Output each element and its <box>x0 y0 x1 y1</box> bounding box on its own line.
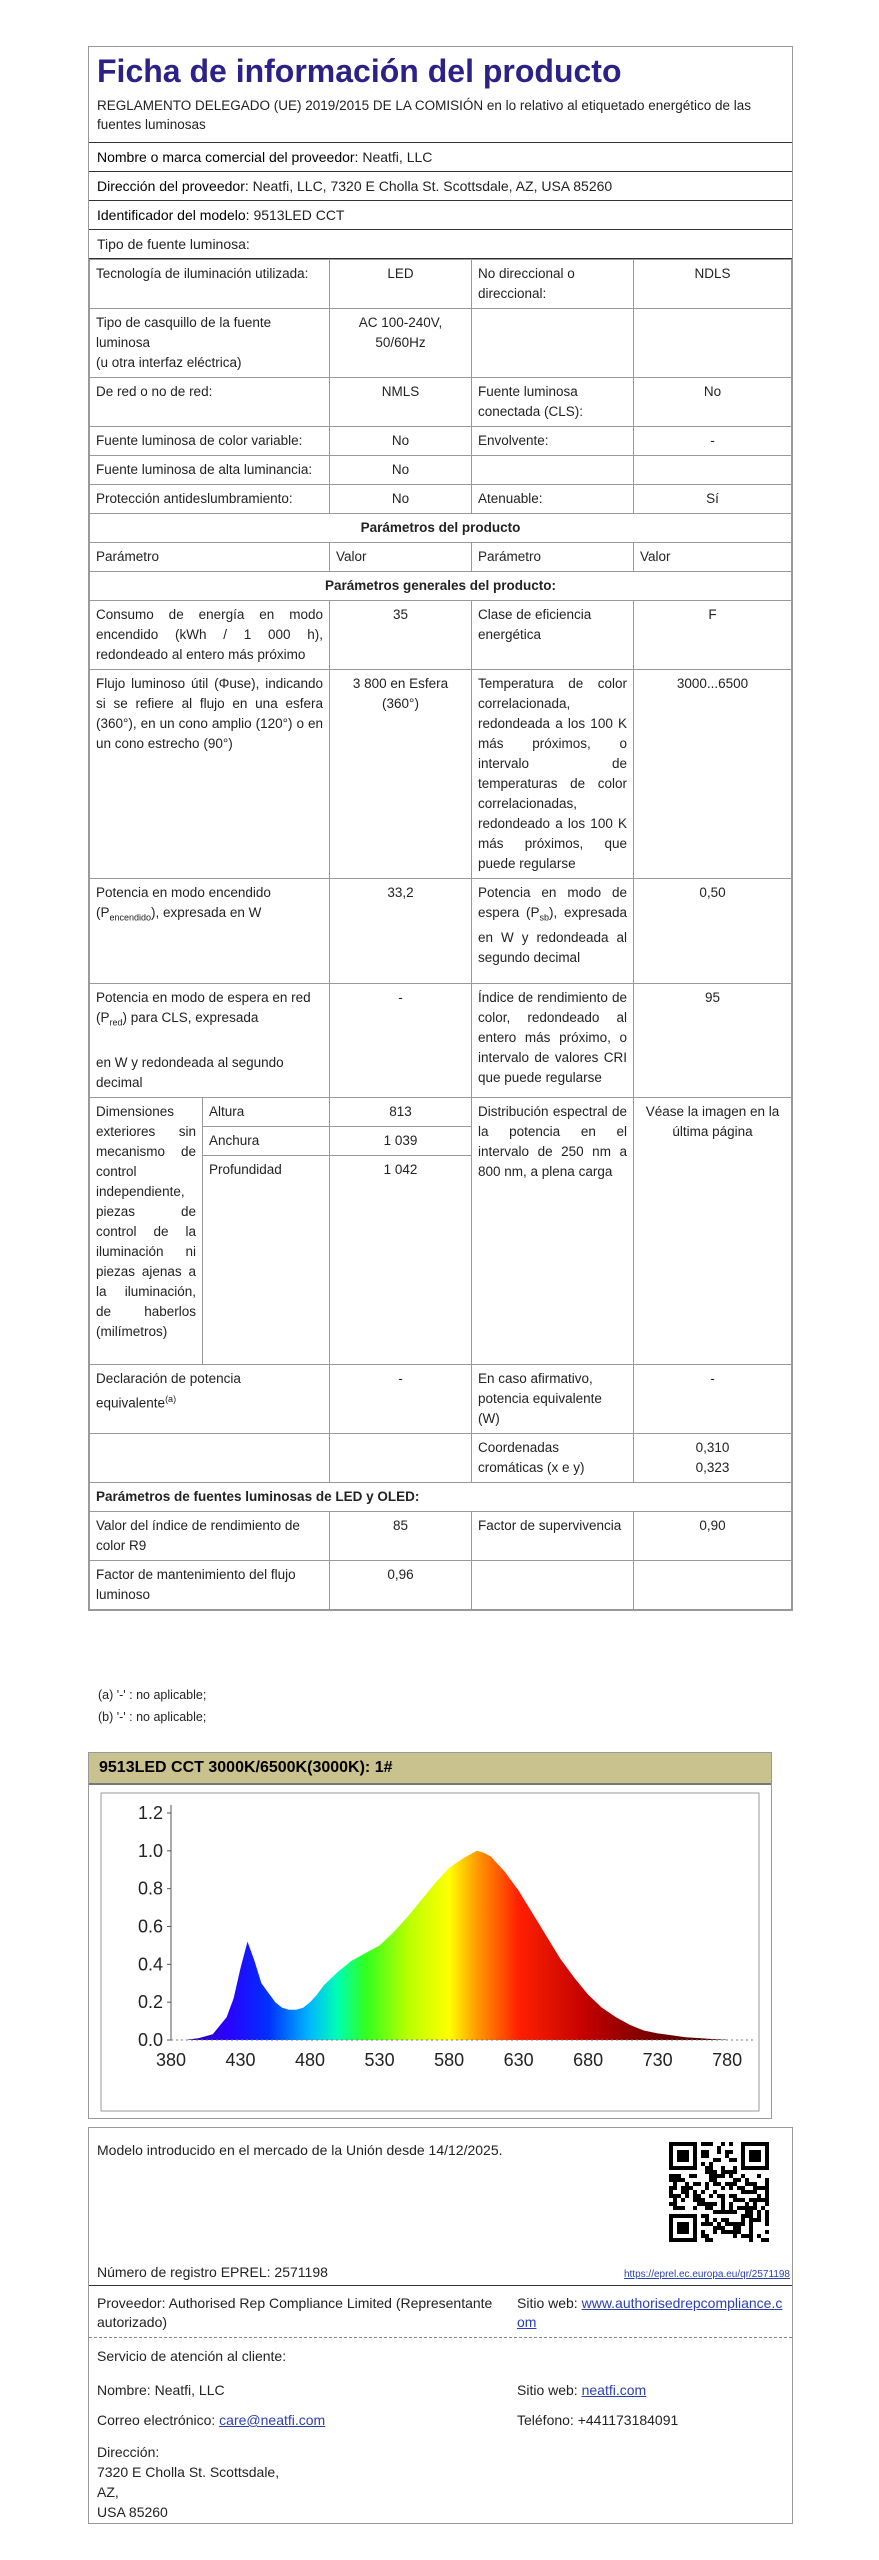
name-row <box>97 2382 225 2398</box>
cell: 3 800 en Esfera (360°) <box>330 670 472 879</box>
text: ), expresada en W y redondeada al segundo decimal <box>478 905 627 965</box>
x-tick-label: 780 <box>712 2050 743 2070</box>
cell <box>472 309 634 378</box>
cell: No <box>330 456 472 485</box>
provider-label: Proveedor: <box>97 2295 166 2311</box>
header-cell: Valor <box>634 543 792 572</box>
text: en W y redondeada al segundo decimal <box>96 1054 284 1090</box>
cell: - <box>330 1364 472 1433</box>
cell: Flujo luminoso útil (Φuse), indicando si se refiere al flujo en una esfera (360°), en un cono amplio (120°) o en un cono estrecho (90°) <box>90 670 330 879</box>
cell <box>472 456 634 485</box>
cell <box>634 1560 792 1609</box>
qr-code-icon[interactable] <box>669 2142 769 2242</box>
cell <box>634 456 792 485</box>
cell: - <box>634 1364 792 1433</box>
regulation-text: REGLAMENTO DELEGADO (UE) 2019/2015 DE LA COMISIÓN en lo relativo al etiquetado energético de las fuentes luminosas <box>89 92 792 143</box>
cell: Tecnología de iluminación utilizada: <box>90 260 330 309</box>
source-type-row <box>89 230 792 259</box>
subscript: sb <box>539 912 549 923</box>
page-title: Ficha de información del producto <box>97 53 622 89</box>
y-tick-label: 0.8 <box>137 1878 163 1899</box>
cell: Atenuable: <box>472 485 634 514</box>
params-title: Parámetros del producto <box>90 514 792 543</box>
dims-subtable <box>90 1098 329 1364</box>
supplier-address: Neatfi, LLC, 7320 E Cholla St. Scottsdale, AZ, USA 85260 <box>252 178 613 194</box>
y-tick-label: 1.0 <box>137 1840 163 1861</box>
service-website-link[interactable]: neatfi.com <box>581 2382 647 2398</box>
text: Declaración de potencia equivalente <box>96 1370 241 1411</box>
cell <box>90 309 330 378</box>
x-tick-label: 730 <box>642 2050 673 2070</box>
width-label: Anchura <box>203 1126 330 1155</box>
cell: Factor de supervivencia <box>472 1511 634 1560</box>
text: ) para CLS, expresada <box>122 1010 259 1025</box>
cell: 0,90 <box>634 1511 792 1560</box>
cell <box>472 1560 634 1609</box>
web-label: Sitio web: <box>517 2382 578 2398</box>
cell <box>90 984 330 1098</box>
supplier-name: Neatfi, LLC <box>362 149 433 165</box>
y-tick-label: 0.4 <box>137 1954 163 1975</box>
x-tick-label: 680 <box>573 2050 604 2070</box>
dims-values-cell <box>330 1097 472 1364</box>
cell <box>634 1433 792 1482</box>
spectrum-chart <box>88 1752 772 2119</box>
text: Potencia en modo de espera (P <box>478 885 627 920</box>
text: ), expresada en W <box>151 905 262 920</box>
supplier-address-row <box>89 172 792 201</box>
header-cell: Parámetro <box>472 543 634 572</box>
cell: F <box>634 601 792 670</box>
cell: Coordenadas cromáticas (x e y) <box>472 1433 634 1482</box>
cell <box>90 879 330 984</box>
depth-label: Profundidad <box>209 1161 282 1177</box>
provider-row <box>97 2294 497 2332</box>
cell: Protección antideslumbramiento: <box>90 485 330 514</box>
height-label: Altura <box>203 1098 330 1127</box>
cell <box>330 1433 472 1482</box>
x-tick-label: 580 <box>434 2050 465 2070</box>
address-line: AZ, <box>97 2484 119 2500</box>
x-tick-label: 530 <box>364 2050 395 2070</box>
x-tick-label: 480 <box>295 2050 326 2070</box>
spectrum-svg <box>89 1785 771 2118</box>
email-label: Correo electrónico: <box>97 2412 216 2428</box>
cell: 33,2 <box>330 879 472 984</box>
y-tick-label: 0.2 <box>137 1992 163 2013</box>
email-link[interactable]: care@neatfi.com <box>219 2412 326 2428</box>
model-row <box>89 201 792 230</box>
source-type-label: Tipo de fuente luminosa: <box>97 236 250 252</box>
cell: Fuente luminosa conectada (CLS): <box>472 378 634 427</box>
height-value: 813 <box>330 1098 471 1127</box>
dims-cell <box>90 1097 330 1364</box>
cell: No <box>330 427 472 456</box>
cell: No <box>634 378 792 427</box>
footnote: (a) '-' : no aplicable; <box>98 1688 207 1702</box>
cell <box>90 1433 330 1482</box>
phone-label: Teléfono: <box>517 2412 574 2428</box>
service-title: Servicio de atención al cliente: <box>97 2348 287 2364</box>
supplier-address-label: Dirección del proveedor: <box>97 178 249 194</box>
superscript: (a) <box>165 1393 177 1404</box>
footer-info <box>88 2127 793 2524</box>
web-label: Sitio web: <box>517 2295 578 2311</box>
cell: 85 <box>330 1511 472 1560</box>
cell <box>472 879 634 984</box>
chrom-y: 0,323 <box>695 1459 730 1475</box>
source-type-table <box>89 259 792 1610</box>
cell: NDLS <box>634 260 792 309</box>
x-tick-label: 380 <box>155 2050 187 2070</box>
cell: Envolvente: <box>472 427 634 456</box>
cap-type-note: (u otra interfaz eléctrica) <box>96 355 242 370</box>
cell: LED <box>330 260 472 309</box>
cell: Sí <box>634 485 792 514</box>
name-value: Neatfi, LLC <box>154 2382 225 2398</box>
y-tick-label: 0.6 <box>137 1916 163 1937</box>
chart-title: 9513LED CCT 3000K/6500K(3000K): 1# <box>89 1753 771 1785</box>
subscript: encendido <box>109 912 152 923</box>
dims-label: Dimensiones exteriores sin mecanismo de control independiente, piezas de control de la iluminación ni piezas ajenas a la iluminación, de haberlos (milímetros) <box>90 1098 203 1364</box>
eprel-number: 2571198 <box>274 2264 328 2280</box>
y-tick-label: 0.0 <box>137 2030 163 2050</box>
cell: - <box>330 984 472 1098</box>
cell: Temperatura de color correlacionada, redondeada a los 100 K más próximos, o intervalo de temperaturas de color correlacionadas, redondeado a los 100 K más próximos, que puede regularse <box>472 670 634 879</box>
cell: No <box>330 485 472 514</box>
eprel-link[interactable]: https://eprel.ec.europa.eu/qr/2571198 <box>623 2269 790 2280</box>
provider-website-link[interactable]: www.authorisedrepcompliance.com <box>517 2295 783 2330</box>
width-value: 1 039 <box>330 1127 471 1156</box>
address-label: Dirección: <box>97 2444 160 2460</box>
cell: Fuente luminosa de alta luminancia: <box>90 456 330 485</box>
cell: 3000...6500 <box>634 670 792 879</box>
eprel-label: Número de registro EPREL: <box>97 2264 271 2280</box>
eprel-row <box>97 2264 328 2280</box>
x-tick-label: 430 <box>225 2050 256 2070</box>
cell: Factor de mantenimiento del flujo luminoso <box>90 1560 330 1609</box>
cell: En caso afirmativo, potencia equivalente (W) <box>472 1364 634 1433</box>
cell: Valor del índice de rendimiento de color R9 <box>90 1511 330 1560</box>
cell <box>634 309 792 378</box>
cell: NMLS <box>330 378 472 427</box>
address-block <box>97 2442 279 2522</box>
cell: De red o no de red: <box>90 378 330 427</box>
phone-value: +441173184091 <box>577 2412 679 2428</box>
cell: AC 100-240V, 50/60Hz <box>330 309 472 378</box>
intro-text: Modelo introducido en el mercado de la Unión desde 14/12/2025. <box>97 2142 503 2158</box>
name-label: Nombre: <box>97 2382 151 2398</box>
cell: Véase la imagen en la última página <box>634 1097 792 1364</box>
footnotes <box>98 1684 206 1728</box>
phone-row <box>517 2412 678 2428</box>
led-params-title: Parámetros de fuentes luminosas de LED y OLED: <box>90 1482 792 1511</box>
cell: Consumo de energía en modo encendido (kWh / 1 000 h), redondeado al entero más próximo <box>90 601 330 670</box>
header-cell: Parámetro <box>90 543 330 572</box>
product-info-sheet <box>88 46 793 1611</box>
cap-type-label: Tipo de casquillo de la fuente luminosa <box>96 315 272 350</box>
x-tick-label: 630 <box>503 2050 534 2070</box>
cell: Fuente luminosa de color variable: <box>90 427 330 456</box>
subscript: red <box>109 1017 123 1028</box>
cell: 0,96 <box>330 1560 472 1609</box>
footnote: (b) '-' : no aplicable; <box>98 1710 207 1724</box>
cell: Clase de eficiencia energética <box>472 601 634 670</box>
service-web-row <box>517 2382 646 2398</box>
text: Potencia en modo encendido (P <box>96 885 271 920</box>
supplier-name-label: Nombre o marca comercial del proveedor: <box>97 149 359 165</box>
address-line: 7320 E Cholla St. Scottsdale, <box>97 2464 280 2480</box>
provider-web-row <box>517 2294 787 2332</box>
text: Potencia en modo de espera en red (P <box>96 990 311 1025</box>
general-params-title: Parámetros generales del producto: <box>90 572 792 601</box>
model-id: 9513LED CCT <box>253 207 345 223</box>
cell: 95 <box>634 984 792 1098</box>
chrom-x: 0,310 <box>695 1439 730 1455</box>
cell <box>90 1364 330 1433</box>
cell: 35 <box>330 601 472 670</box>
provider-name: Authorised Rep Compliance Limited (Representante autorizado) <box>97 2295 493 2330</box>
depth-value: 1 042 <box>383 1161 418 1177</box>
cell: 0,50 <box>634 879 792 984</box>
model-label: Identificador del modelo: <box>97 207 250 223</box>
header-cell: Valor <box>330 543 472 572</box>
cell: No direccional o direccional: <box>472 260 634 309</box>
y-tick-label: 1.2 <box>137 1803 163 1823</box>
cell: Índice de rendimiento de color, redondeado al entero más próximo, o intervalo de valores CRI que puede regularse <box>472 984 634 1098</box>
cell: - <box>634 427 792 456</box>
cell: Distribución espectral de la potencia en el intervalo de 250 nm a 800 nm, a plena carga <box>472 1097 634 1364</box>
address-line: USA 85260 <box>97 2504 168 2520</box>
email-row <box>97 2412 325 2428</box>
supplier-name-row <box>89 143 792 172</box>
